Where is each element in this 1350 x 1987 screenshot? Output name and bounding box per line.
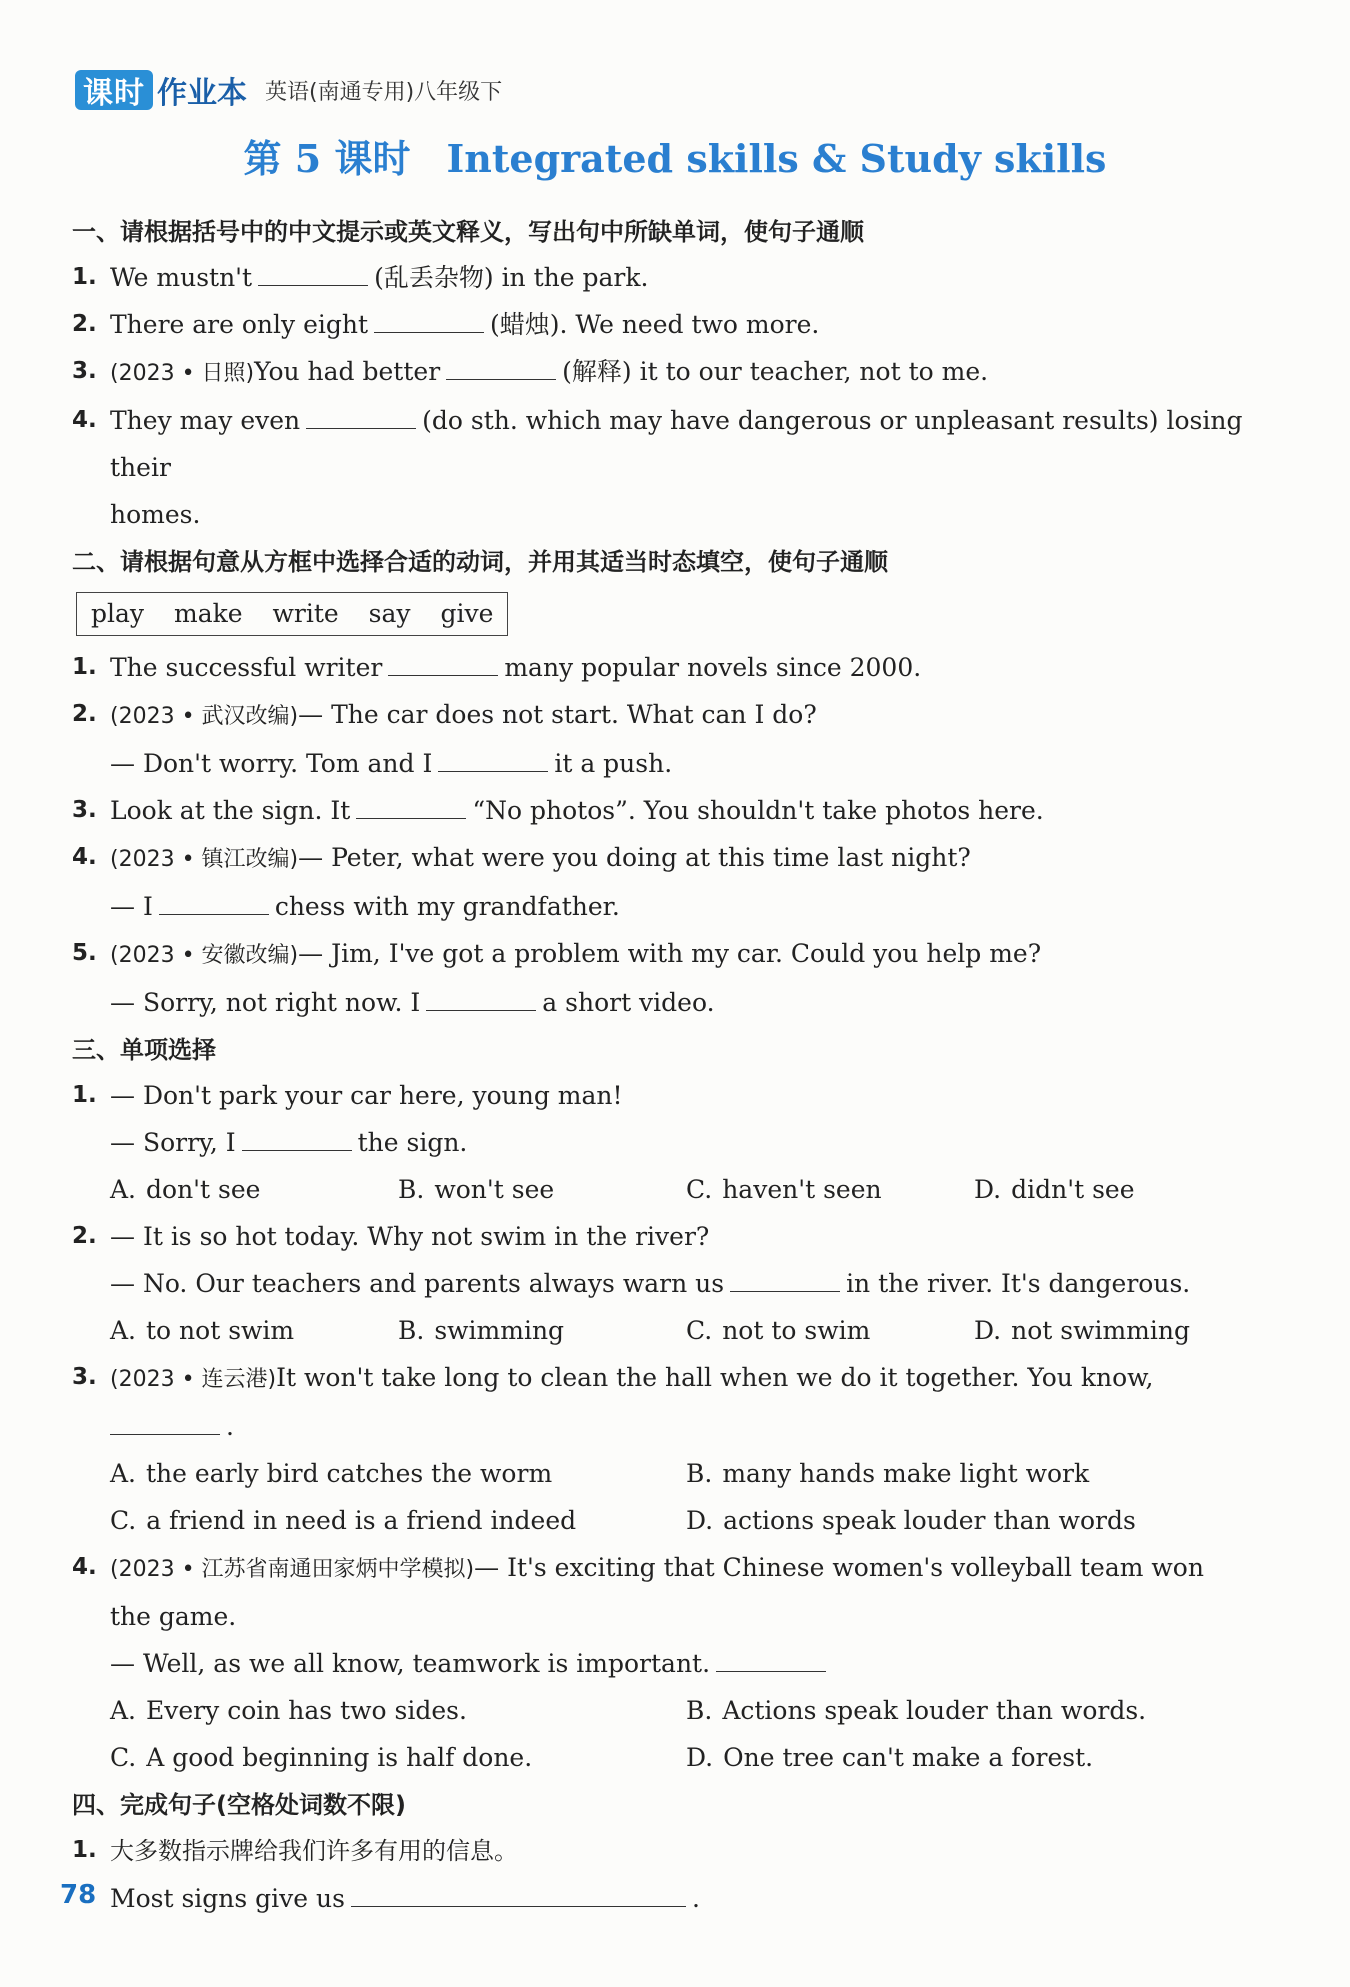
question-continuation	[72, 1119, 1272, 1166]
question-text: (蜡烛). We need two more.	[490, 310, 820, 339]
question-number: 1.	[72, 654, 97, 680]
question-text: — Don't park your car here, young man!	[110, 1081, 623, 1110]
option-c[interactable]: C. A good beginning is half done.	[110, 1743, 533, 1772]
question-number: 3.	[72, 358, 97, 384]
s2-question-5	[72, 930, 1272, 979]
question-source: (2023 • 镇江改编)	[110, 847, 299, 872]
options-row	[72, 1497, 1272, 1544]
question-text: (乱丢杂物) in the park.	[374, 263, 649, 292]
question-number: 5.	[72, 940, 97, 966]
s3-question-2	[72, 1213, 1272, 1260]
s4-question-1	[72, 1827, 1272, 1875]
answer-blank[interactable]	[159, 890, 269, 915]
section-2-heading: 二、请根据句意从方框中选择合适的动词，并用其适当时态填空，使句子通顺	[72, 548, 888, 576]
word-bank-item: make	[173, 599, 243, 628]
option-d[interactable]: D. actions speak louder than words	[686, 1506, 1136, 1535]
question-text: (解释) it to our teacher, not to me.	[562, 357, 989, 386]
subject-label: 英语(南通专用)八年级下	[265, 79, 503, 105]
options-row	[72, 1687, 1272, 1734]
question-text: — No. Our teachers and parents always warn us	[110, 1269, 725, 1298]
s2-question-4	[72, 834, 1272, 883]
option-a[interactable]: A. the early bird catches the worm	[110, 1459, 553, 1488]
chinese-sentence: 大多数指示牌给我们许多有用的信息。	[110, 1837, 518, 1865]
section-4-heading: 四、完成句子(空格处词数不限)	[72, 1791, 406, 1819]
option-a[interactable]: A. don't see	[110, 1175, 261, 1204]
question-text: chess with my grandfather.	[274, 892, 620, 921]
word-bank-item: give	[440, 599, 494, 628]
question-number: 1.	[72, 1837, 97, 1863]
question-number: 2.	[72, 701, 97, 727]
option-c[interactable]: C. not to swim	[686, 1316, 871, 1345]
question-text: Look at the sign. It	[110, 796, 351, 825]
question-text: — It is so hot today. Why not swim in the river?	[110, 1222, 710, 1251]
lesson-topic: Integrated skills & Study skills	[446, 136, 1107, 181]
question-text: — Jim, I've got a problem with my car. Could you help me?	[298, 939, 1042, 968]
option-c[interactable]: C. a friend in need is a friend indeed	[110, 1506, 577, 1535]
s1-question-3	[72, 348, 1272, 397]
word-bank-item: play	[91, 599, 145, 628]
header-brand	[75, 68, 502, 112]
question-text: many popular novels since 2000.	[504, 653, 922, 682]
answer-blank[interactable]	[374, 308, 484, 333]
answer-blank[interactable]	[356, 794, 466, 819]
option-b[interactable]: B. Actions speak louder than words.	[686, 1696, 1147, 1725]
lesson-number: 第 5 课时	[243, 136, 411, 181]
answer-blank[interactable]	[438, 747, 548, 772]
question-text: — I	[110, 892, 153, 921]
question-text: — Sorry, I	[110, 1128, 236, 1157]
question-text: it a push.	[554, 749, 673, 778]
s3-question-1	[72, 1072, 1272, 1119]
question-number: 4.	[72, 844, 97, 870]
answer-blank[interactable]	[426, 986, 536, 1011]
answer-blank[interactable]	[388, 651, 498, 676]
section-3-heading: 三、单项选择	[72, 1036, 216, 1064]
answer-blank[interactable]	[242, 1126, 352, 1151]
question-text: You had better	[254, 357, 441, 386]
question-source: (2023 • 安徽改编)	[110, 943, 299, 968]
question-text: Most signs give us	[110, 1884, 345, 1913]
question-number: 3.	[72, 1364, 97, 1390]
question-text: They may even	[110, 406, 301, 435]
option-a[interactable]: A. Every coin has two sides.	[110, 1696, 467, 1725]
question-continuation: the game.	[110, 1602, 237, 1631]
option-b[interactable]: B. many hands make light work	[686, 1459, 1090, 1488]
options-row	[72, 1307, 1272, 1354]
answer-blank[interactable]	[446, 355, 556, 380]
page-number: 78	[60, 1880, 97, 1910]
exercise-content	[72, 208, 1272, 1922]
question-text: There are only eight	[110, 310, 369, 339]
section-1-heading: 一、请根据括号中的中文提示或英文释义，写出句中所缺单词，使句子通顺	[72, 218, 864, 246]
question-text: in the river. It's dangerous.	[846, 1269, 1191, 1298]
question-continuation	[72, 1260, 1272, 1307]
answer-blank[interactable]	[730, 1267, 840, 1292]
question-source: (2023 • 武汉改编)	[110, 704, 299, 729]
s2-question-1	[72, 644, 1272, 691]
question-text: — It's exciting that Chinese women's volleyball team won	[474, 1553, 1204, 1582]
question-continuation	[72, 1640, 1272, 1687]
question-source: (2023 • 连云港)	[110, 1367, 277, 1392]
s3-question-3	[72, 1354, 1272, 1403]
s2-question-2	[72, 691, 1272, 740]
question-text: — Peter, what were you doing at this time last night?	[298, 843, 971, 872]
question-text: — Well, as we all know, teamwork is important.	[110, 1649, 711, 1678]
word-bank-item: say	[368, 599, 411, 628]
s2-question-3	[72, 787, 1272, 834]
question-continuation: .	[72, 1403, 1272, 1450]
question-continuation	[72, 740, 1272, 787]
answer-blank[interactable]	[716, 1647, 826, 1672]
question-number: 1.	[72, 264, 97, 290]
options-row	[72, 1450, 1272, 1497]
question-text: the sign.	[357, 1128, 468, 1157]
word-bank	[76, 592, 508, 636]
question-text: (do sth. which may have dangerous or unpleasant results) losing their	[110, 406, 1243, 482]
question-text: It won't take long to clean the hall when we do it together. You know,	[276, 1363, 1154, 1392]
question-text: — Don't worry. Tom and I	[110, 749, 433, 778]
option-b[interactable]: B. won't see	[398, 1175, 555, 1204]
question-text: We mustn't	[110, 263, 253, 292]
option-d[interactable]: D. not swimming	[974, 1316, 1190, 1345]
s3-question-4	[72, 1544, 1272, 1593]
question-number: 2.	[72, 311, 97, 337]
option-d[interactable]: D. didn't see	[974, 1175, 1135, 1204]
brand-logo: 课时	[75, 70, 153, 110]
question-text: a short video.	[542, 988, 715, 1017]
s1-question-2	[72, 301, 1272, 348]
question-number: 2.	[72, 1223, 97, 1249]
question-number: 4.	[72, 407, 97, 433]
question-text: .	[691, 1884, 700, 1913]
s1-question-1	[72, 254, 1272, 301]
question-text: The successful writer	[110, 653, 383, 682]
question-text: — The car does not start. What can I do?	[298, 700, 817, 729]
option-b[interactable]: B. swimming	[398, 1316, 565, 1345]
s1-question-4	[72, 397, 1272, 491]
question-number: 3.	[72, 797, 97, 823]
option-a[interactable]: A. to not swim	[110, 1316, 295, 1345]
question-source: (2023 • 日照)	[110, 361, 255, 386]
question-continuation: homes.	[110, 500, 201, 529]
answer-blank[interactable]	[351, 1882, 686, 1907]
question-continuation	[72, 979, 1272, 1026]
option-d[interactable]: D. One tree can't make a forest.	[686, 1743, 1094, 1772]
options-row	[72, 1734, 1272, 1781]
question-continuation	[72, 883, 1272, 930]
word-bank-item: write	[272, 599, 339, 628]
answer-blank[interactable]	[258, 261, 368, 286]
question-number: 4.	[72, 1554, 97, 1580]
answer-blank[interactable]	[110, 1410, 220, 1435]
question-text: “No photos”. You shouldn't take photos here.	[472, 796, 1044, 825]
options-row	[72, 1166, 1272, 1213]
brand-name: 作业本	[157, 76, 247, 111]
question-text: — Sorry, not right now. I	[110, 988, 421, 1017]
lesson-title	[0, 128, 1350, 183]
question-continuation	[72, 1875, 1272, 1922]
answer-blank[interactable]	[306, 404, 416, 429]
question-source: (2023 • 江苏省南通田家炳中学模拟)	[110, 1557, 475, 1582]
option-c[interactable]: C. haven't seen	[686, 1175, 882, 1204]
question-number: 1.	[72, 1082, 97, 1108]
